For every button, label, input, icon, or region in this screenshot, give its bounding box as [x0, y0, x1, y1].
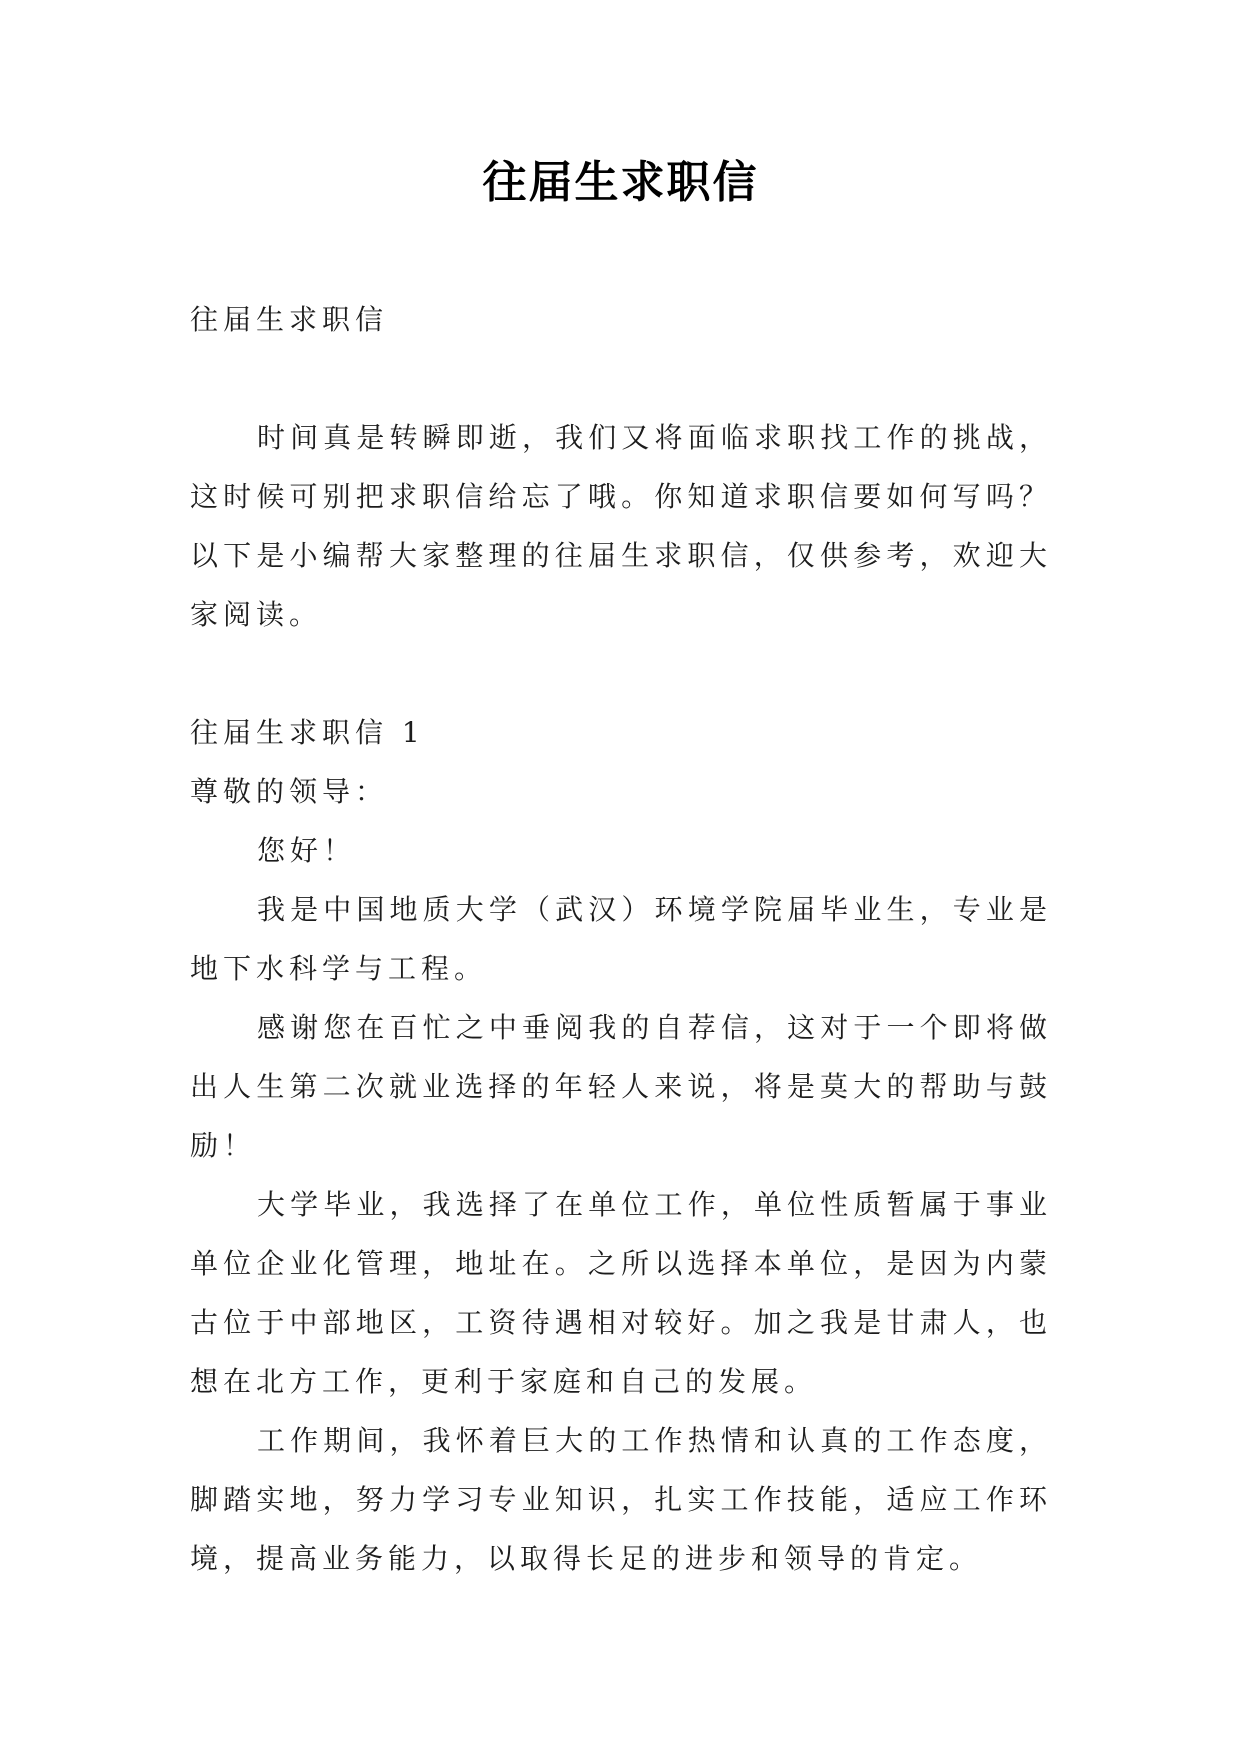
letter-paragraph	[190, 1411, 1050, 1588]
document-title: 往届生求职信	[482, 157, 759, 208]
salutation: 尊敬的领导：	[190, 775, 389, 808]
intro-line: 这时候可别把求职信给忘了哦。你知道求职信要如何写吗？	[190, 480, 1050, 513]
intro-line: 时间真是转瞬即逝，我们又将面临求职找工作的挑战，	[257, 421, 1050, 454]
letter-heading: 往届生求职信 1	[190, 716, 425, 749]
paragraph-line: 我是中国地质大学（武汉）环境学院届毕业生，专业是	[257, 893, 1050, 926]
paragraph-line: 大学毕业，我选择了在单位工作，单位性质暂属于事业	[257, 1188, 1050, 1221]
greeting: 您好！	[257, 834, 357, 867]
paragraph-line: 地下水科学与工程。	[190, 952, 488, 985]
paragraph-line: 想在北方工作，更利于家庭和自己的发展。	[190, 1365, 818, 1398]
paragraph-line: 脚踏实地，努力学习专业知识，扎实工作技能，适应工作环	[190, 1483, 1050, 1516]
letter-paragraph	[190, 1175, 1050, 1411]
paragraph-line: 古位于中部地区，工资待遇相对较好。加之我是甘肃人，也	[190, 1306, 1050, 1339]
paragraph-line: 出人生第二次就业选择的年轻人来说，将是莫大的帮助与鼓	[190, 1070, 1050, 1103]
paragraph-line: 工作期间，我怀着巨大的工作热情和认真的工作态度，	[257, 1424, 1050, 1457]
intro-line: 家阅读。	[190, 598, 323, 631]
paragraph-line: 单位企业化管理，地址在。之所以选择本单位，是因为内蒙	[190, 1247, 1050, 1280]
paragraph-line: 感谢您在百忙之中垂阅我的自荐信，这对于一个即将做	[257, 1011, 1050, 1044]
document-body	[190, 290, 1050, 1588]
spacer	[190, 644, 1050, 703]
spacer	[190, 349, 1050, 408]
section-heading: 往届生求职信	[190, 303, 389, 336]
intro-paragraph	[190, 408, 1050, 644]
letter-paragraph	[190, 880, 1050, 998]
intro-line: 以下是小编帮大家整理的往届生求职信，仅供参考，欢迎大	[190, 539, 1050, 572]
paragraph-line: 励！	[190, 1129, 257, 1162]
paragraph-line: 境，提高业务能力，以取得长足的进步和领导的肯定。	[190, 1542, 983, 1575]
letter-paragraph	[190, 998, 1050, 1175]
